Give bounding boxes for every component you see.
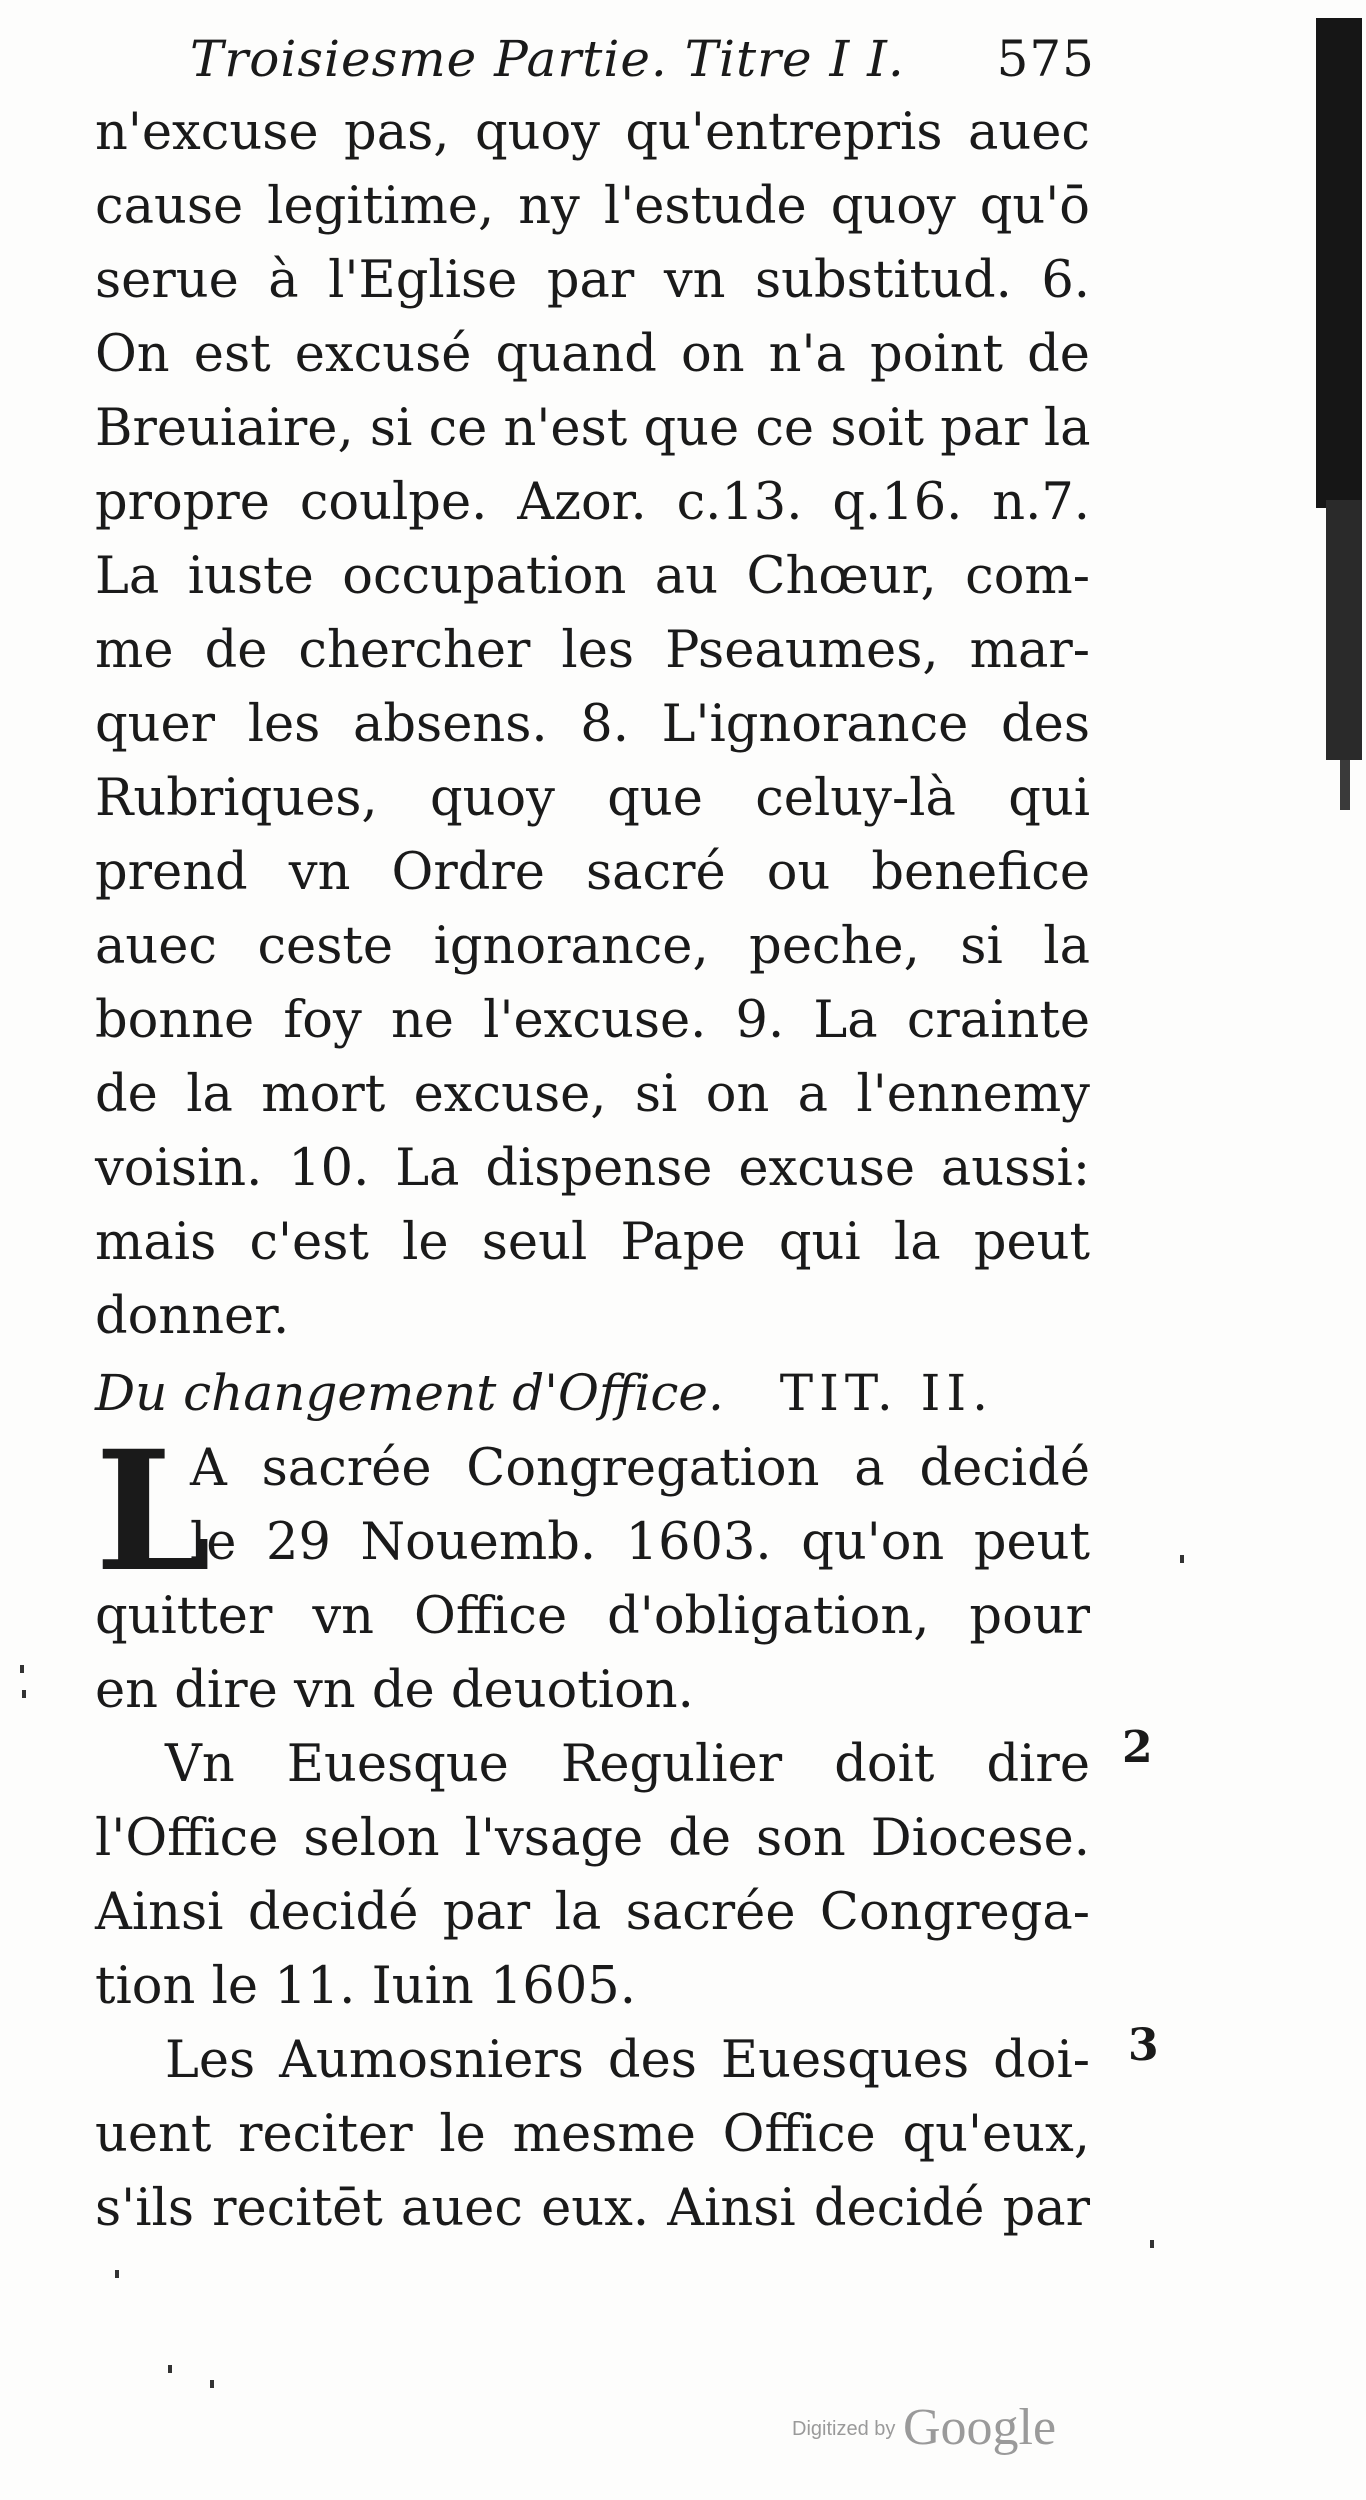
page-edge-shadow bbox=[1316, 18, 1362, 508]
google-watermark: Google bbox=[903, 2399, 1057, 2456]
scan-speck bbox=[22, 1690, 26, 1698]
text-line: uent reciter le mesme Office qu'eux, bbox=[95, 2105, 1090, 2164]
text-line: en dire vn de deuotion. bbox=[95, 1661, 694, 1720]
text-line: donner. bbox=[95, 1287, 290, 1346]
text-line: Ainsi decidé par la sacrée Congrega- bbox=[95, 1883, 1090, 1942]
page-edge-shadow-lower bbox=[1326, 500, 1362, 760]
text-line: Les Aumosniers des Euesques doi- bbox=[165, 2031, 1090, 2090]
margin-note-2: 2 bbox=[1122, 1722, 1153, 1773]
running-head-title: Troisiesme Partie. Titre I I. bbox=[190, 30, 905, 88]
digitized-label: Digitized by bbox=[792, 2418, 896, 2440]
text-line: prend vn Ordre sacré ou benefice bbox=[95, 843, 1090, 902]
text-line: cause legitime, ny l'estude quoy qu'ō bbox=[95, 177, 1090, 236]
text-line: A sacrée Congregation a decidé bbox=[190, 1439, 1090, 1498]
text-line: l'Office selon l'vsage de son Diocese. bbox=[95, 1809, 1090, 1868]
text-line: n'excuse pas, quoy qu'entrepris auec bbox=[95, 103, 1090, 162]
text-line: tion le 11. Iuin 1605. bbox=[95, 1957, 636, 2016]
page-edge-mark bbox=[1340, 760, 1350, 810]
text-line: mais c'est le seul Pape qui la peut bbox=[95, 1213, 1090, 1272]
scan-speck bbox=[115, 2270, 119, 2278]
running-head bbox=[190, 30, 1095, 88]
text-line: de la mort excuse, si on a l'ennemy bbox=[95, 1065, 1090, 1124]
section-label: TIT. II. bbox=[779, 1364, 995, 1422]
text-line: auec ceste ignorance, peche, si la bbox=[95, 917, 1090, 976]
scan-speck bbox=[20, 1665, 24, 1673]
section-title: Du changement d'Office. bbox=[95, 1364, 724, 1422]
section-heading bbox=[95, 1354, 1090, 1432]
text-line: le 29 Nouemb. 1603. qu'on peut bbox=[190, 1513, 1090, 1572]
text-line: serue à l'Eglise par vn substitud. 6. bbox=[95, 251, 1090, 310]
text-line: Vn Euesque Regulier doit dire bbox=[165, 1735, 1090, 1794]
text-line: quitter vn Office d'obligation, pour bbox=[95, 1587, 1090, 1646]
text-line: bonne foy ne l'excuse. 9. La crainte bbox=[95, 991, 1090, 1050]
text-line: Rubriques, quoy que celuy-là qui bbox=[95, 769, 1090, 828]
scan-speck bbox=[168, 2365, 172, 2373]
margin-note-3: 3 bbox=[1128, 2020, 1159, 2071]
dropcap-paragraph bbox=[95, 1414, 1090, 1608]
text-line: Breuiaire, si ce n'est que ce soit par la bbox=[95, 399, 1091, 458]
text-line: quer les absens. 8. L'ignorance des bbox=[95, 695, 1090, 754]
text-line: La iuste occupation au Chœur, com- bbox=[95, 547, 1090, 606]
page-number: 575 bbox=[996, 30, 1095, 88]
scan-speck bbox=[1150, 2240, 1154, 2248]
text-line-citation: propre coulpe. Azor. c.13. q.16. n.7. bbox=[95, 473, 1090, 532]
text-line: voisin. 10. La dispense excuse aussi: bbox=[95, 1139, 1090, 1198]
dropcap-letter: L bbox=[95, 1414, 212, 1608]
scan-speck bbox=[1180, 1555, 1184, 1563]
main-text bbox=[95, 96, 1090, 2246]
text-line: s'ils recitēt auec eux. Ainsi decidé par bbox=[95, 2179, 1090, 2238]
text-line: me de chercher les Pseaumes, mar- bbox=[95, 621, 1090, 680]
text-line: On est excusé quand on n'a point de bbox=[95, 325, 1090, 384]
scan-speck bbox=[210, 2380, 214, 2388]
